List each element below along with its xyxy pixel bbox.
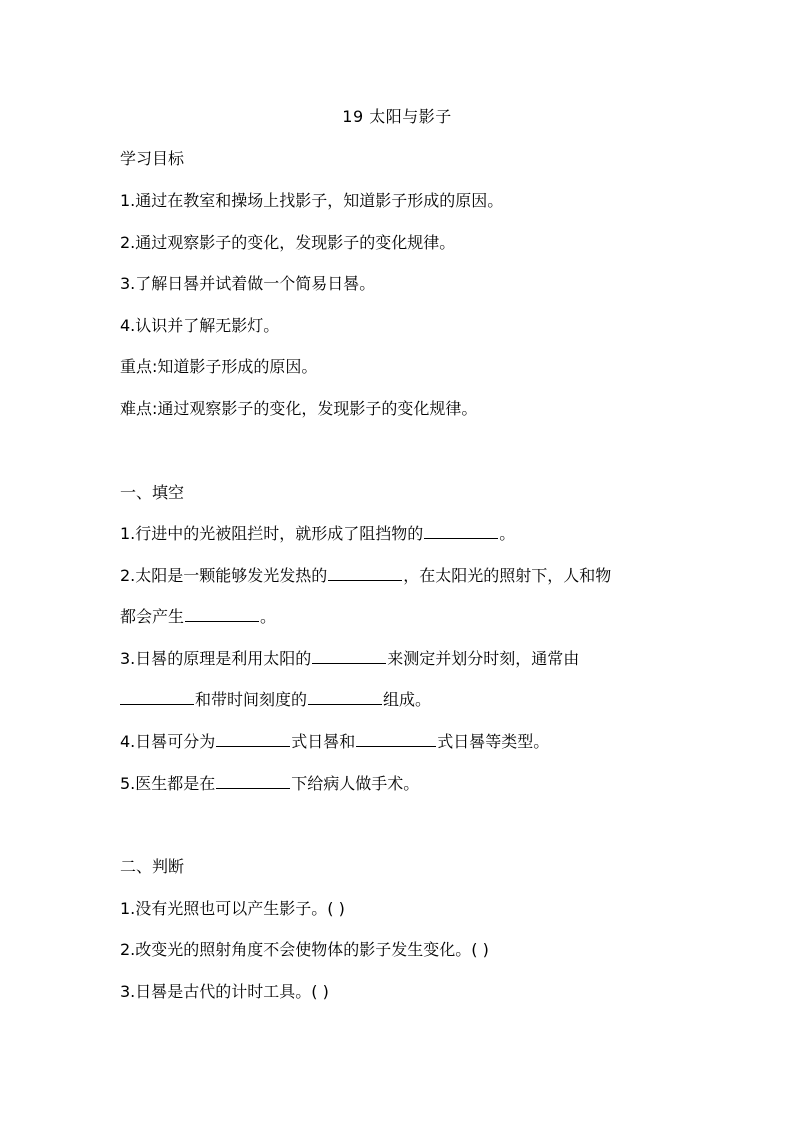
fill-q2-text-c: 都会产生 [120,607,185,626]
answer-blank[interactable] [120,689,194,705]
fill-q5-text-b: 下给病人做手术。 [291,774,420,793]
objective-item-1: 1.通过在教室和操场上找影子，知道影子形成的原因。 [120,191,504,210]
fill-question-3-line-2 [120,689,431,711]
fill-question-1 [120,523,515,545]
fill-q3-text-c: 和带时间刻度的 [195,690,308,709]
fill-question-4 [120,731,549,753]
judge-item-1: 1.没有光照也可以产生影子。( ) [120,899,345,918]
key-point: 重点:知道影子形成的原因。 [120,357,318,376]
fill-q2-text-b: ，在太阳光的照射下，人和物 [403,566,612,585]
answer-blank[interactable] [424,523,498,539]
fill-question-3-line-1 [120,648,579,670]
judge-heading: 二、判断 [120,857,185,876]
objective-item-4: 4.认识并了解无影灯。 [120,316,280,335]
objective-item-3: 3.了解日晷并试着做一个简易日晷。 [120,274,376,293]
fill-q4-text-c: 式日晷等类型。 [437,732,550,751]
fill-question-5 [120,773,419,795]
answer-blank[interactable] [328,565,402,581]
fill-q4-text-a: 4.日晷可分为 [120,732,216,751]
answer-blank[interactable] [216,731,290,747]
page-title: 19 太阳与影子 [342,107,452,126]
fill-q2-text-a: 2.太阳是一颗能够发光发热的 [120,566,328,585]
answer-blank[interactable] [356,731,436,747]
fill-q3-text-a: 3.日晷的原理是利用太阳的 [120,649,312,668]
fill-q1-text-b: 。 [499,524,516,543]
objective-item-2: 2.通过观察影子的变化，发现影子的变化规律。 [120,233,456,252]
fill-q3-text-d: 组成。 [383,690,432,709]
fill-blank-heading: 一、填空 [120,483,185,502]
fill-q2-text-d: 。 [260,607,277,626]
fill-q1-text-a: 1.行进中的光被阻拦时，就形成了阻挡物的 [120,524,424,543]
fill-q5-text-a: 5.医生都是在 [120,774,216,793]
answer-blank[interactable] [312,648,386,664]
judge-item-2: 2.改变光的照射角度不会使物体的影子发生变化。( ) [120,940,489,959]
fill-q4-text-b: 式日晷和 [291,732,356,751]
difficulty-point: 难点:通过观察影子的变化，发现影子的变化规律。 [120,399,478,418]
fill-question-2-line-2 [120,606,276,628]
fill-q3-text-b: 来测定并划分时刻，通常由 [387,649,580,668]
objectives-heading: 学习目标 [120,149,185,168]
answer-blank[interactable] [185,606,259,622]
answer-blank[interactable] [308,689,382,705]
fill-question-2-line-1 [120,565,611,587]
judge-item-3: 3.日晷是古代的计时工具。( ) [120,982,329,1001]
answer-blank[interactable] [216,773,290,789]
